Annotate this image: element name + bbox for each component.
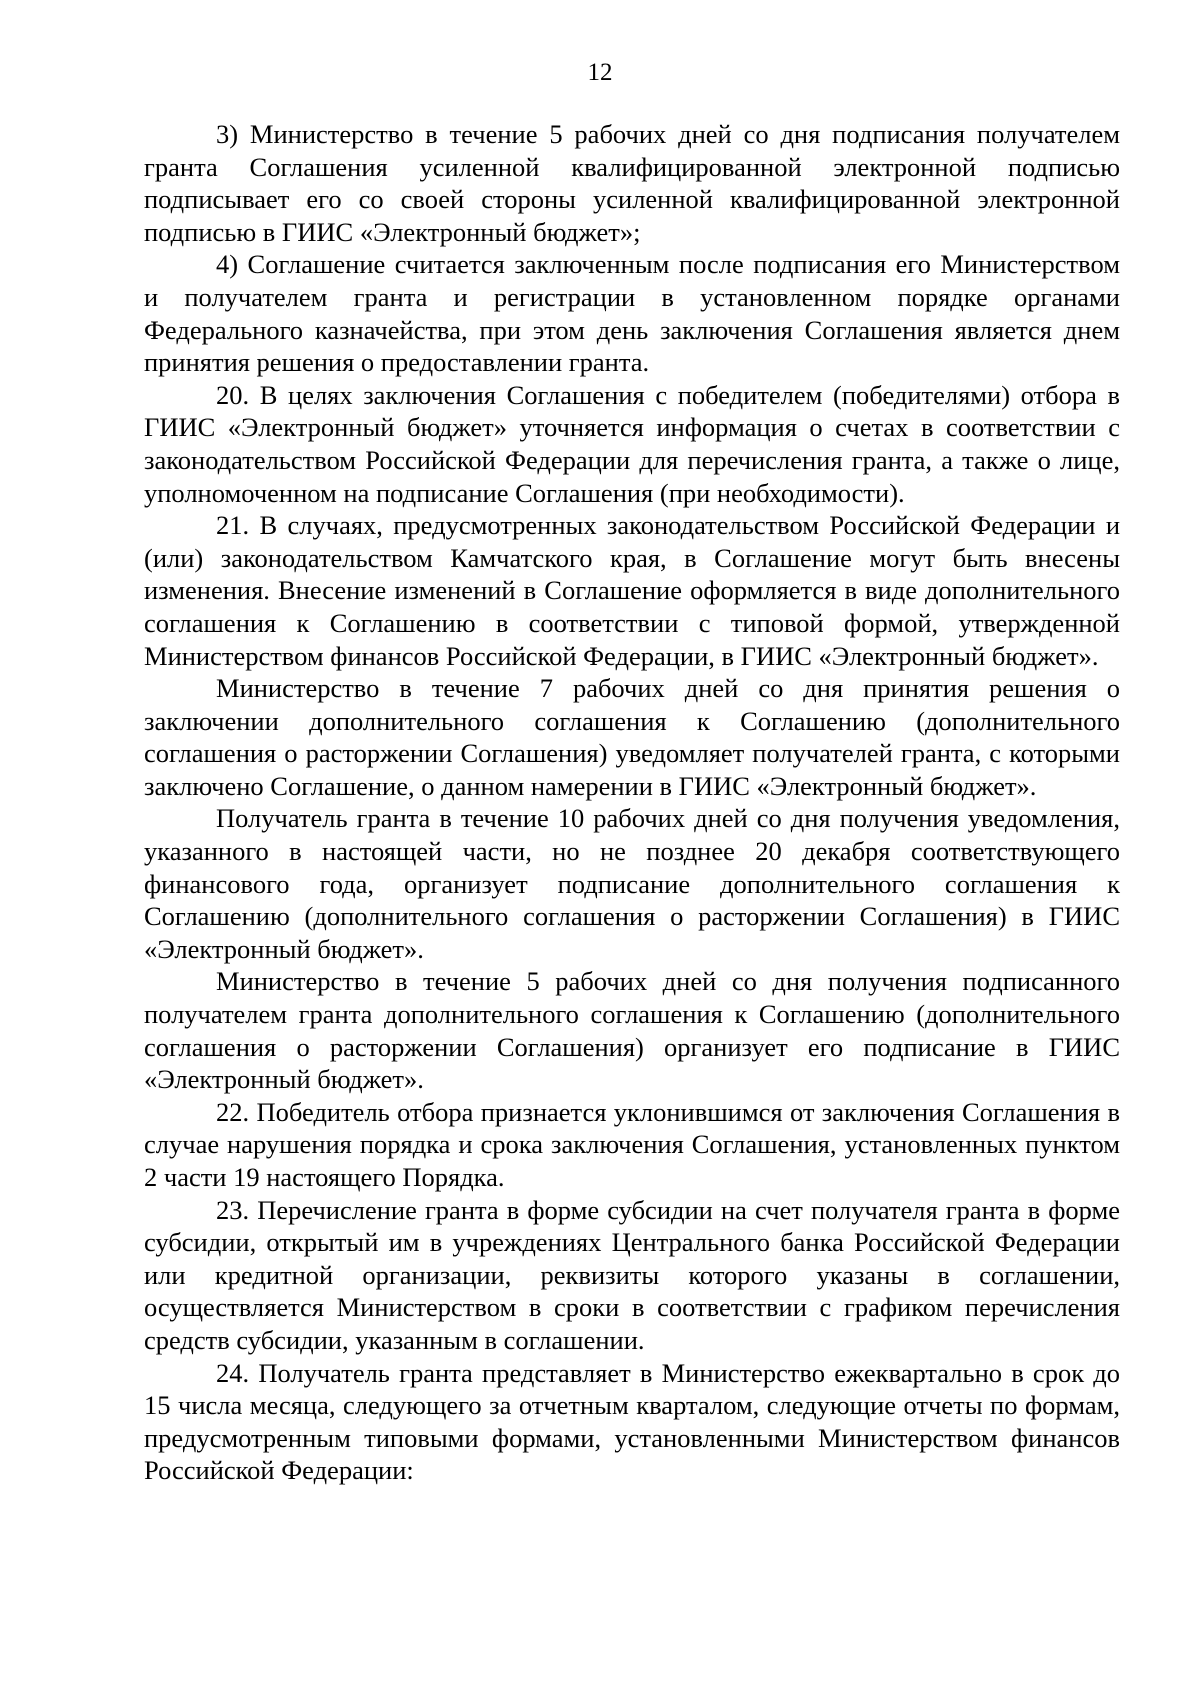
paragraph-item-4: 4) Соглашение считается заключенным после подписания его Министерством и получателем гранта и регистрации в установленном порядке органами Федерального казначейства, при этом день заключения Соглашения является днем принятия решения о предоставлении гранта. <box>144 249 1120 378</box>
paragraph-21-signing: Получатель гранта в течение 10 рабочих дней со дня получения уведомления, указанного в настоящей части, но не позднее 20 декабря соответствующего финансового года, организует подписание дополнительного соглашения к Соглашению (дополнительного соглашения о расторжении Соглашения) в ГИИС «Электронный бюджет». <box>144 803 1120 964</box>
paragraph-23: 23. Перечисление гранта в форме субсидии на счет получателя гранта в форме субсидии, открытый им в учреждениях Центрального банка Российской Федерации или кредитной организации, реквизиты которого указаны в соглашении, осуществляется Министерством в сроки в соответствии с графиком перечисления средств субсидии, указанным в соглашении. <box>144 1194 1120 1355</box>
paragraph-21: 21. В случаях, предусмотренных законодательством Российской Федерации и (или) законодательством Камчатского края, в Соглашение могут быть внесены изменения. Внесение изменений в Соглашение оформляется в виде дополнительного соглашения к Соглашению в соответствии с типовой формой, утвержденной Министерством финансов Российской Федерации, в ГИИС «Электронный бюджет». <box>144 510 1120 671</box>
document-body <box>144 118 1120 1487</box>
paragraph-20: 20. В целях заключения Соглашения с победителем (победителями) отбора в ГИИС «Электронный бюджет» уточняется информация о счетах в соответствии с законодательством Российской Федерации для перечисления гранта, а также о лице, уполномоченном на подписание Соглашения (при необходимости). <box>144 379 1120 508</box>
page-number: 12 <box>587 59 613 86</box>
paragraph-21-ministry-signing: Министерство в течение 5 рабочих дней со дня получения подписанного получателем гранта дополнительного соглашения к Соглашению (дополнительного соглашения о расторжении Соглашения) организует его подписание в ГИИС «Электронный бюджет». <box>144 966 1120 1095</box>
paragraph-21-notice: Министерство в течение 7 рабочих дней со дня принятия решения о заключении дополнительного соглашения к Соглашению (дополнительного соглашения о расторжении Соглашения) уведомляет получателей гранта, с которыми заключено Соглашение, о данном намерении в ГИИС «Электронный бюджет». <box>144 673 1120 801</box>
paragraph-24: 24. Получатель гранта представляет в Министерство ежеквартально в срок до 15 числа месяца, следующего за отчетным кварталом, следующие отчеты по формам, предусмотренным типовыми формами, установленными Министерством финансов Российской Федерации: <box>144 1357 1120 1486</box>
paragraph-item-3: 3) Министерство в течение 5 рабочих дней со дня подписания получателем гранта Соглашения усиленной квалифицированной электронной подписью подписывает его со своей стороны усиленной квалифицированной электронной подписью в ГИИС «Электронный бюджет»; <box>144 119 1120 247</box>
paragraph-22: 22. Победитель отбора признается уклонившимся от заключения Соглашения в случае нарушения порядка и срока заключения Соглашения, установленных пунктом 2 части 19 настоящего Порядка. <box>144 1096 1120 1192</box>
